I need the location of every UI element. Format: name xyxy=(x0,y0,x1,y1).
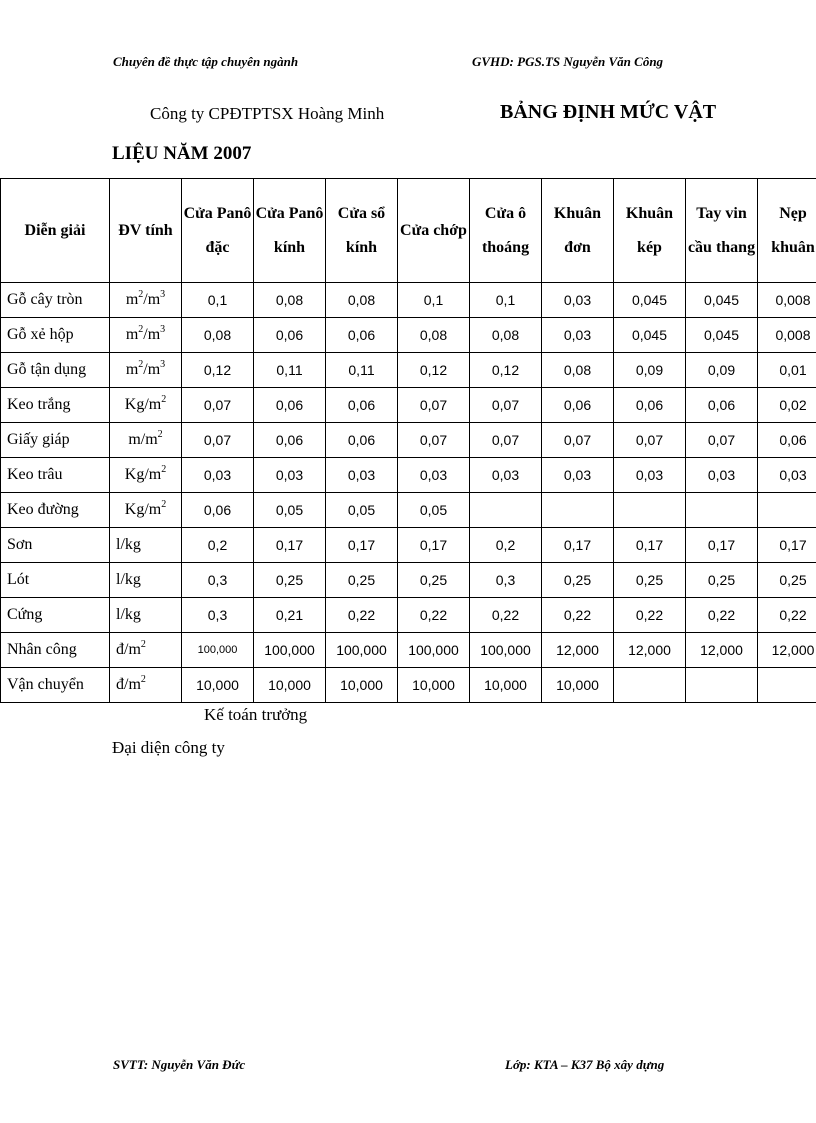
value-cell xyxy=(686,493,758,528)
value-cell: 0,07 xyxy=(542,423,614,458)
table-row xyxy=(1,598,816,633)
value-cell xyxy=(686,668,758,703)
row-label: Giấy giáp xyxy=(1,423,110,458)
value-cell: 0,1 xyxy=(398,283,470,318)
table-row xyxy=(1,423,816,458)
value-cell: 0,17 xyxy=(686,528,758,563)
value-cell: 0,03 xyxy=(182,458,254,493)
value-cell: 10,000 xyxy=(182,668,254,703)
value-cell: 0,12 xyxy=(398,353,470,388)
unit-part: 2 xyxy=(138,289,144,300)
table-row xyxy=(1,388,816,423)
value-cell: 0,05 xyxy=(254,493,326,528)
row-unit xyxy=(110,668,182,703)
company-name: Công ty CPĐTPTSX Hoàng Minh xyxy=(150,104,385,123)
unit-part: Kg/m xyxy=(124,396,162,413)
row-label: Cứng xyxy=(1,598,110,633)
value-cell: 0,03 xyxy=(686,458,758,493)
value-cell: 0,03 xyxy=(542,318,614,353)
value-cell: 0,2 xyxy=(470,528,542,563)
value-cell: 0,2 xyxy=(182,528,254,563)
table-header-row xyxy=(1,179,816,283)
value-cell: 0,08 xyxy=(470,318,542,353)
col-header: Cửa chớp xyxy=(398,179,470,283)
table-row xyxy=(1,493,816,528)
row-label: Sơn xyxy=(1,528,110,563)
value-cell: 0,07 xyxy=(182,388,254,423)
value-cell: 100,000 xyxy=(182,633,254,668)
col-header: Diễn giải xyxy=(1,179,110,283)
value-cell: 0,07 xyxy=(470,423,542,458)
unit-part: 3 xyxy=(160,359,166,370)
value-cell: 0,06 xyxy=(254,388,326,423)
value-cell: 0,045 xyxy=(686,318,758,353)
table-row xyxy=(1,633,816,668)
value-cell: 0,03 xyxy=(326,458,398,493)
value-cell: 0,22 xyxy=(326,598,398,633)
table-row xyxy=(1,458,816,493)
value-cell: 0,25 xyxy=(686,563,758,598)
row-unit xyxy=(110,458,182,493)
unit-part: /m xyxy=(143,326,161,343)
value-cell: 0,22 xyxy=(758,598,816,633)
value-cell: 100,000 xyxy=(470,633,542,668)
col-header: Nẹp khuân xyxy=(758,179,816,283)
value-cell: 0,06 xyxy=(326,423,398,458)
value-cell: 0,22 xyxy=(398,598,470,633)
value-cell: 0,17 xyxy=(758,528,816,563)
value-cell: 0,25 xyxy=(398,563,470,598)
value-cell: 0,06 xyxy=(182,493,254,528)
value-cell: 0,1 xyxy=(470,283,542,318)
value-cell: 0,06 xyxy=(326,388,398,423)
value-cell: 0,06 xyxy=(254,318,326,353)
unit-part: m xyxy=(125,361,139,378)
value-cell: 0,05 xyxy=(398,493,470,528)
row-label: Gỗ xẻ hộp xyxy=(1,318,110,353)
value-cell: 0,03 xyxy=(614,458,686,493)
value-cell: 10,000 xyxy=(398,668,470,703)
value-cell: 0,17 xyxy=(398,528,470,563)
value-cell: 0,02 xyxy=(758,388,816,423)
unit-part: đ/m xyxy=(116,641,141,658)
value-cell: 0,08 xyxy=(254,283,326,318)
row-unit xyxy=(110,388,182,423)
value-cell xyxy=(614,668,686,703)
row-label: Keo trắng xyxy=(1,388,110,423)
unit-part: 2 xyxy=(140,674,146,685)
unit-part: 2 xyxy=(161,464,167,475)
value-cell: 0,08 xyxy=(398,318,470,353)
table-row xyxy=(1,353,816,388)
row-unit xyxy=(110,353,182,388)
row-label: Keo đường xyxy=(1,493,110,528)
value-cell: 0,07 xyxy=(470,388,542,423)
row-label: Lót xyxy=(1,563,110,598)
value-cell xyxy=(758,668,816,703)
value-cell: 0,07 xyxy=(614,423,686,458)
table-row xyxy=(1,283,816,318)
unit-part: m xyxy=(125,326,139,343)
unit-part: Kg/m xyxy=(124,466,162,483)
unit-part: 2 xyxy=(138,324,144,335)
value-cell: 0,12 xyxy=(470,353,542,388)
header-right: GVHD: PGS.TS Nguyễn Văn Công xyxy=(472,54,664,69)
col-header: Khuân đơn xyxy=(542,179,614,283)
value-cell: 12,000 xyxy=(686,633,758,668)
value-cell: 0,07 xyxy=(398,423,470,458)
value-cell: 0,07 xyxy=(686,423,758,458)
value-cell: 0,03 xyxy=(398,458,470,493)
value-cell: 0,17 xyxy=(326,528,398,563)
signature-company-rep: Đại diện công ty xyxy=(112,738,225,757)
row-unit xyxy=(110,528,182,563)
unit-part: l/kg xyxy=(116,536,141,553)
unit-part: 2 xyxy=(157,429,163,440)
row-unit xyxy=(110,598,182,633)
unit-part: đ/m xyxy=(116,676,141,693)
col-header: ĐV tính xyxy=(110,179,182,283)
col-header: Tay vin cầu thang xyxy=(686,179,758,283)
value-cell: 0,045 xyxy=(686,283,758,318)
value-cell: 0,25 xyxy=(614,563,686,598)
row-label: Gỗ tận dụng xyxy=(1,353,110,388)
value-cell: 0,3 xyxy=(182,598,254,633)
value-cell: 0,045 xyxy=(614,318,686,353)
row-unit xyxy=(110,493,182,528)
value-cell: 0,12 xyxy=(182,353,254,388)
value-cell: 0,22 xyxy=(686,598,758,633)
row-label: Vận chuyển xyxy=(1,668,110,703)
value-cell: 0,06 xyxy=(758,423,816,458)
value-cell: 0,07 xyxy=(398,388,470,423)
title-line-1: BẢNG ĐỊNH MỨC VẬT xyxy=(500,101,717,123)
value-cell: 0,07 xyxy=(182,423,254,458)
value-cell: 0,25 xyxy=(326,563,398,598)
value-cell: 0,03 xyxy=(758,458,816,493)
value-cell xyxy=(758,493,816,528)
table-row xyxy=(1,668,816,703)
value-cell: 10,000 xyxy=(470,668,542,703)
value-cell: 0,08 xyxy=(182,318,254,353)
value-cell: 0,17 xyxy=(614,528,686,563)
value-cell: 0,22 xyxy=(614,598,686,633)
unit-part: /m xyxy=(143,291,161,308)
value-cell: 0,25 xyxy=(254,563,326,598)
signature-chief-accountant: Kế toán trưởng xyxy=(204,705,308,724)
unit-part: 2 xyxy=(140,639,146,650)
value-cell: 0,11 xyxy=(326,353,398,388)
value-cell: 0,05 xyxy=(326,493,398,528)
unit-part: 3 xyxy=(160,289,166,300)
value-cell: 0,21 xyxy=(254,598,326,633)
value-cell: 0,22 xyxy=(470,598,542,633)
value-cell: 0,03 xyxy=(470,458,542,493)
unit-part: Kg/m xyxy=(124,501,162,518)
unit-part: l/kg xyxy=(116,571,141,588)
value-cell: 0,11 xyxy=(254,353,326,388)
value-cell: 0,1 xyxy=(182,283,254,318)
col-header: Cửa sổ kính xyxy=(326,179,398,283)
header-left: Chuyên đề thực tập chuyên ngành xyxy=(113,54,299,69)
value-cell: 0,25 xyxy=(758,563,816,598)
value-cell: 10,000 xyxy=(542,668,614,703)
value-cell: 0,008 xyxy=(758,283,816,318)
row-label: Keo trâu xyxy=(1,458,110,493)
unit-part: m/m xyxy=(128,431,158,448)
row-label: Gỗ cây tròn xyxy=(1,283,110,318)
value-cell: 0,17 xyxy=(542,528,614,563)
col-header: Khuân kép xyxy=(614,179,686,283)
row-unit xyxy=(110,633,182,668)
unit-part: 2 xyxy=(161,394,167,405)
value-cell: 100,000 xyxy=(398,633,470,668)
value-cell xyxy=(542,493,614,528)
value-cell: 0,01 xyxy=(758,353,816,388)
value-cell: 0,06 xyxy=(614,388,686,423)
unit-part: 3 xyxy=(160,324,166,335)
value-cell: 0,08 xyxy=(542,353,614,388)
unit-part: /m xyxy=(143,361,161,378)
unit-part: l/kg xyxy=(116,606,141,623)
value-cell: 0,22 xyxy=(542,598,614,633)
value-cell: 0,09 xyxy=(614,353,686,388)
value-cell xyxy=(614,493,686,528)
value-cell: 0,06 xyxy=(542,388,614,423)
value-cell: 0,008 xyxy=(758,318,816,353)
value-cell: 0,3 xyxy=(470,563,542,598)
value-cell: 0,03 xyxy=(542,458,614,493)
row-label: Nhân công xyxy=(1,633,110,668)
value-cell: 0,06 xyxy=(686,388,758,423)
value-cell: 0,17 xyxy=(254,528,326,563)
row-unit xyxy=(110,423,182,458)
material-norm-table xyxy=(0,178,816,703)
footer-student: SVTT: Nguyễn Văn Đức xyxy=(113,1057,246,1072)
value-cell: 100,000 xyxy=(326,633,398,668)
value-cell: 10,000 xyxy=(326,668,398,703)
value-cell: 10,000 xyxy=(254,668,326,703)
footer-class: Lớp: KTA – K37 Bộ xây dựng xyxy=(505,1057,665,1072)
row-unit xyxy=(110,283,182,318)
row-unit xyxy=(110,563,182,598)
row-unit xyxy=(110,318,182,353)
unit-part: 2 xyxy=(161,499,167,510)
value-cell: 0,09 xyxy=(686,353,758,388)
value-cell: 12,000 xyxy=(758,633,816,668)
col-header: Cửa Panô kính xyxy=(254,179,326,283)
value-cell: 0,3 xyxy=(182,563,254,598)
col-header: Cửa Panô đặc xyxy=(182,179,254,283)
value-cell: 0,25 xyxy=(542,563,614,598)
value-cell: 0,03 xyxy=(254,458,326,493)
value-cell: 12,000 xyxy=(542,633,614,668)
value-cell: 0,08 xyxy=(326,283,398,318)
value-cell xyxy=(470,493,542,528)
value-cell: 0,06 xyxy=(254,423,326,458)
value-cell: 0,06 xyxy=(326,318,398,353)
table-row xyxy=(1,318,816,353)
value-cell: 100,000 xyxy=(254,633,326,668)
value-cell: 0,045 xyxy=(614,283,686,318)
unit-part: 2 xyxy=(138,359,144,370)
table-row xyxy=(1,563,816,598)
value-cell: 12,000 xyxy=(614,633,686,668)
unit-part: m xyxy=(125,291,139,308)
table-row xyxy=(1,528,816,563)
title-line-2: LIỆU NĂM 2007 xyxy=(112,143,252,164)
col-header: Cửa ô thoáng xyxy=(470,179,542,283)
value-cell: 0,03 xyxy=(542,283,614,318)
